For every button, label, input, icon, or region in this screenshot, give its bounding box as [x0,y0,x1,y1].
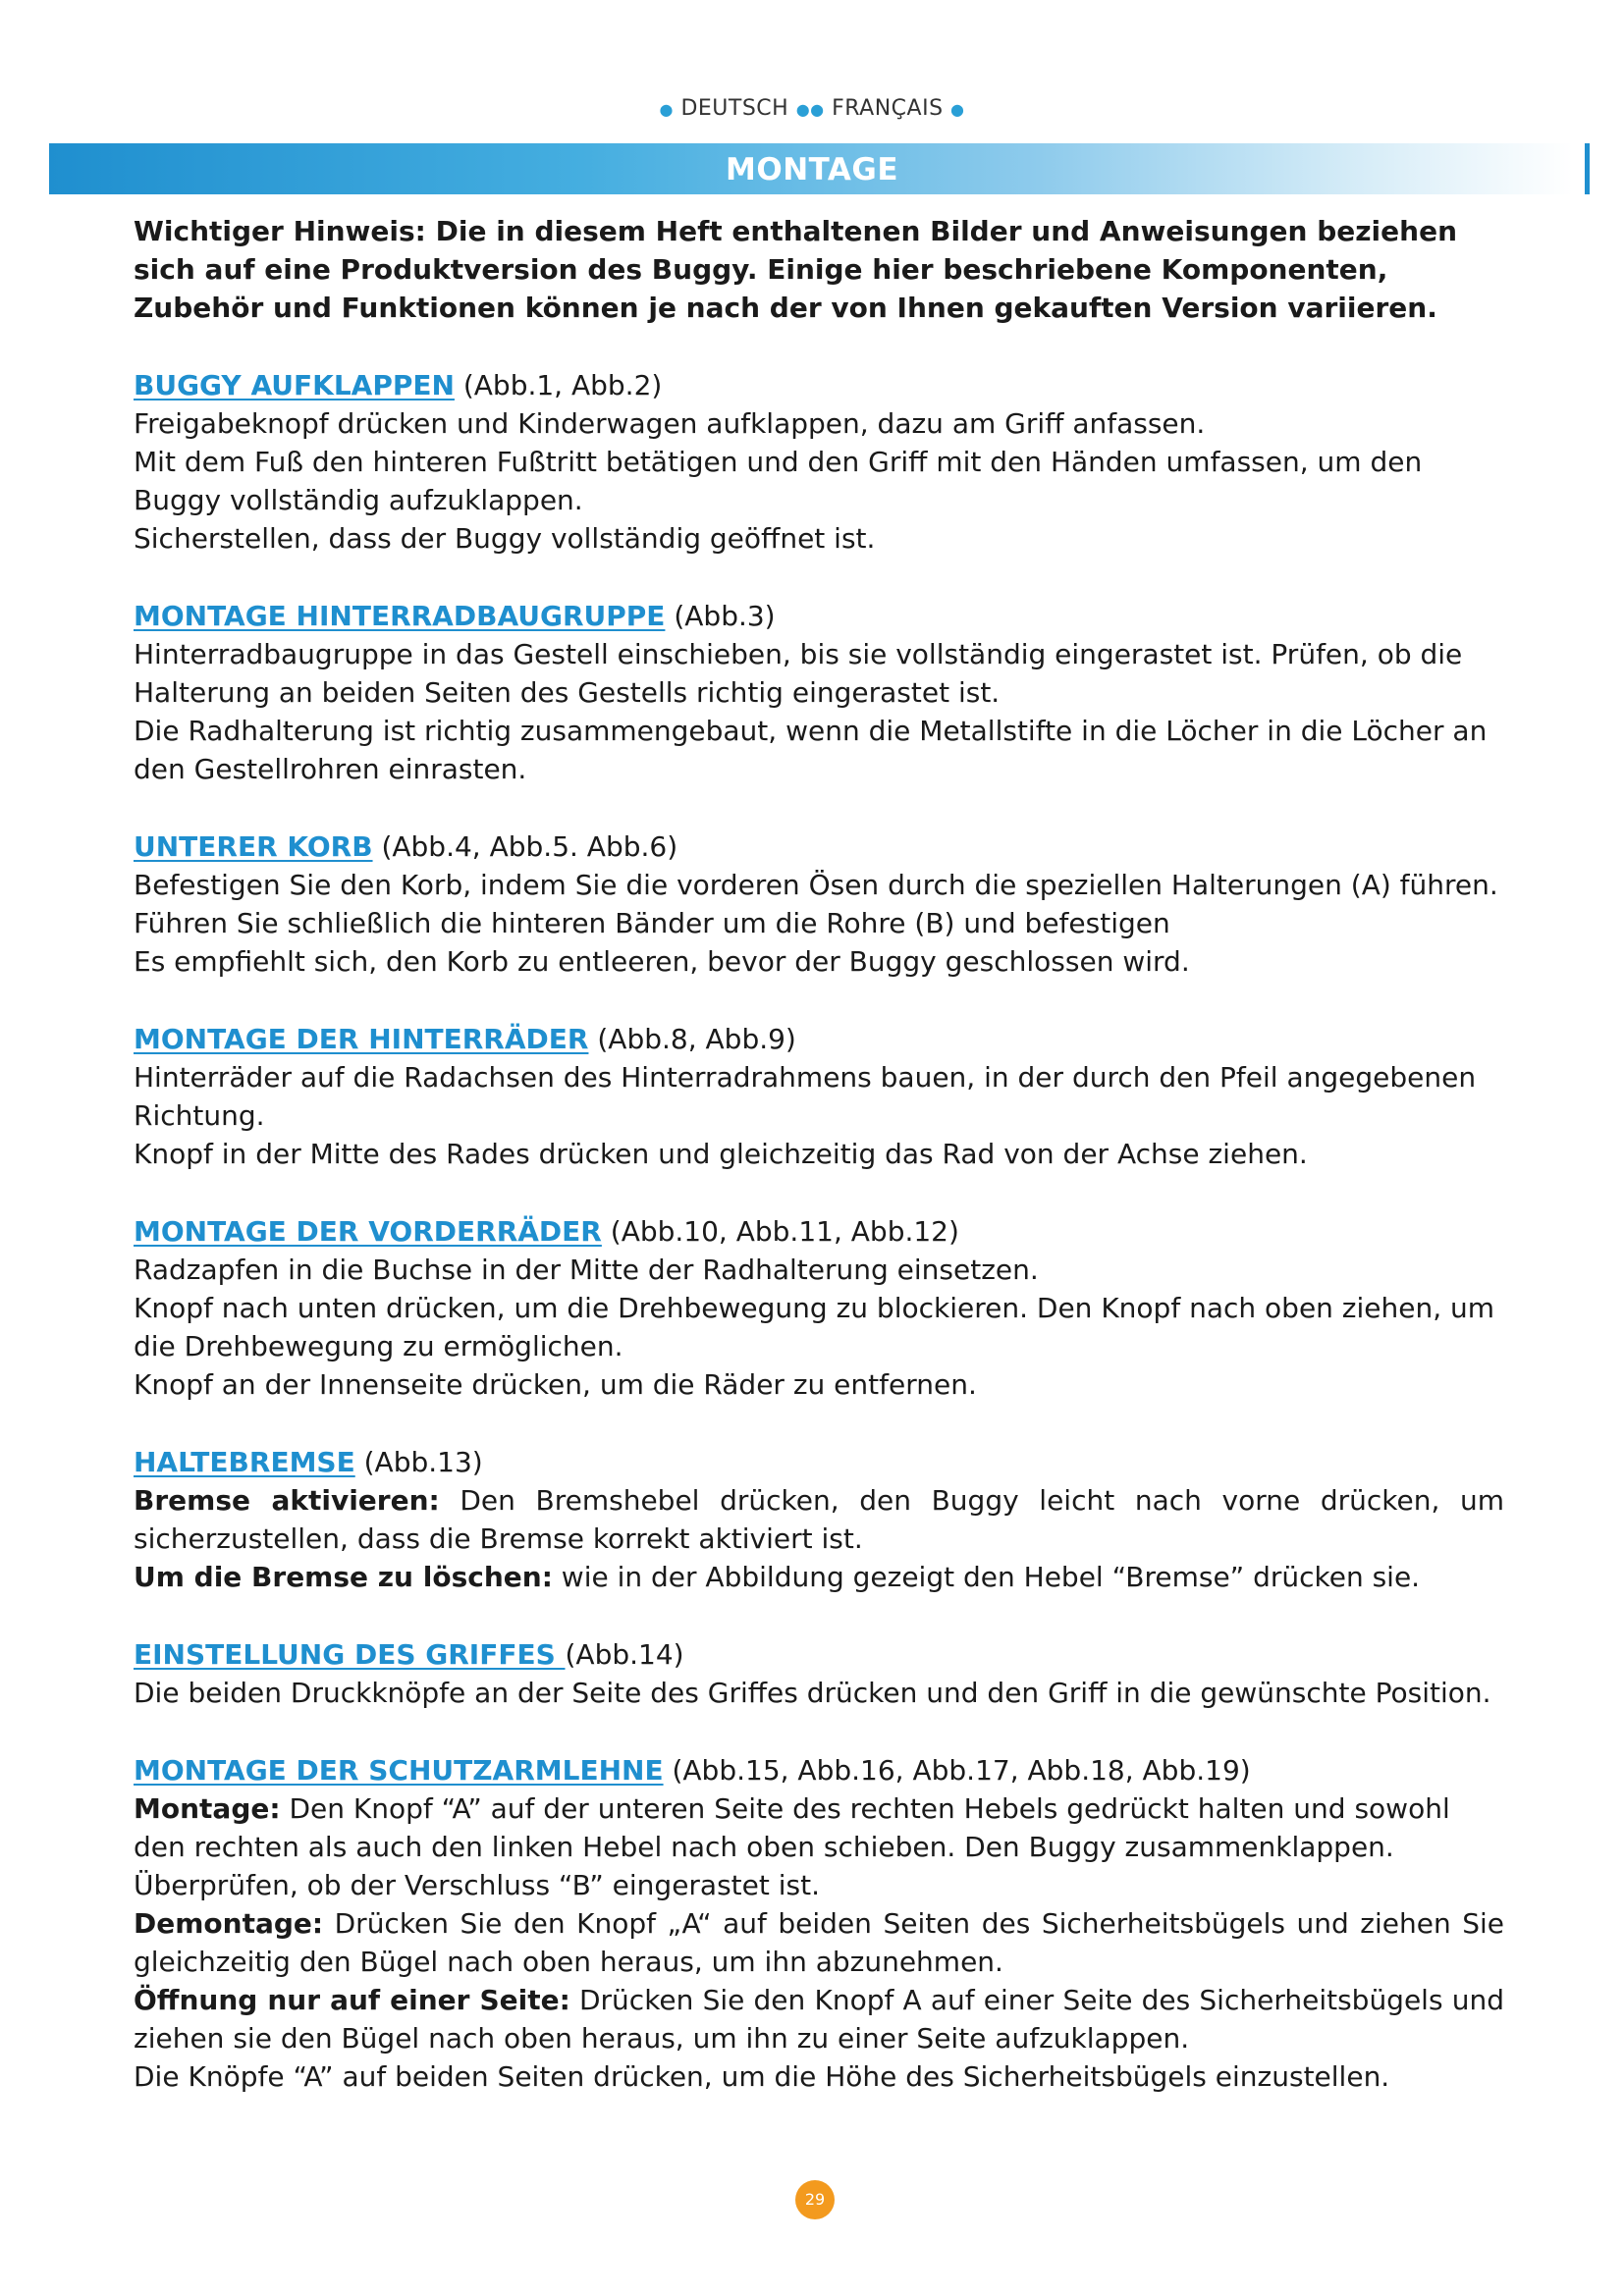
paragraph: Es empfiehlt sich, den Korb zu entleeren, bevor der Buggy geschlossen wird. [134,945,1190,978]
section-hinterraeder [134,1020,1504,1173]
paragraph: Mit dem Fuß den hinteren Fußtritt betätigen und den Griff mit den Händen umfassen, um den Buggy vollständig aufzuklappen. [134,446,1423,516]
section-heading: EINSTELLUNG DES GRIFFES [134,1638,566,1671]
paragraph: Führen Sie schließlich die hinteren Bänder um die Rohre (B) und befestigen [134,907,1170,939]
section-heading: MONTAGE DER HINTERRÄDER [134,1023,589,1055]
bold-label: Um die Bremse zu löschen: [134,1561,553,1593]
section-heading: MONTAGE HINTERRADBAUGRUPPE [134,600,666,632]
paragraph: Um die Bremse zu löschen: wie in der Abbildung gezeigt den Hebel “Bremse” drücken sie. [134,1561,1421,1593]
bold-label: Öffnung nur auf einer Seite: [134,1984,570,2016]
figure-ref: (Abb.10, Abb.11, Abb.12) [601,1215,959,1248]
lang-deutsch: DEUTSCH [680,96,789,121]
document-body [134,212,1504,2135]
paragraph: Überprüfen, ob der Verschluss “B” eingerastet ist. [134,1869,821,1901]
section-heading: HALTEBREMSE [134,1446,355,1478]
paragraph: Befestigen Sie den Korb, indem Sie die vorderen Ösen durch die speziellen Halterungen (A) führen. [134,869,1498,901]
edge-marker [1585,143,1590,194]
section-griff [134,1635,1504,1712]
paragraph: Demontage: Drücken Sie den Knopf „A“ auf beiden Seiten des Sicherheitsbügels und ziehen Sie gleichzeitig den Bügel nach oben heraus, um ihn abzunehmen. [134,1907,1504,1978]
section-hinterradbaugruppe [134,597,1504,788]
section-buggy-aufklappen [134,366,1504,558]
figure-ref: (Abb.1, Abb.2) [454,369,663,401]
paragraph: Die Radhalterung ist richtig zusammengebaut, wenn die Metallstifte in die Löcher in die Löcher an den Gestellrohren einrasten. [134,715,1488,785]
section-vorderraeder [134,1212,1504,1404]
paragraph: Die beiden Druckknöpfe an der Seite des Griffes drücken und den Griff in die gewünschte Position. [134,1677,1491,1709]
paragraph: Hinterräder auf die Radachsen des Hinterradrahmens bauen, in der durch den Pfeil angegebenen Richtung. [134,1061,1477,1132]
figure-ref: (Abb.8, Abb.9) [588,1023,796,1055]
bold-label: Bremse aktivieren: [134,1484,440,1517]
bullet-icon: ● [950,100,965,119]
language-header [0,96,1624,121]
paragraph: Bremse aktivieren: Den Bremshebel drücken, den Buggy leicht nach vorne drücken, um sicherzustellen, dass die Bremse korrekt aktiviert ist. [134,1484,1504,1555]
page-number: 29 [795,2180,835,2219]
section-heading: MONTAGE DER SCHUTZARMLEHNE [134,1754,664,1787]
bullet-icon: ● [659,100,674,119]
section-heading: BUGGY AUFKLAPPEN [134,369,455,401]
paragraph: Sicherstellen, dass der Buggy vollständig geöffnet ist. [134,522,876,555]
lang-francais: FRANÇAIS [832,96,944,121]
section-haltebremse [134,1443,1504,1596]
important-note: Wichtiger Hinweis: Die in diesem Heft enthaltenen Bilder und Anweisungen beziehen sich auf eine Produktversion des Buggy. Einige hier beschriebene Komponenten, Zubehör und Funktionen können je nach der von Ihnen gekauften Version variieren. [134,215,1458,324]
section-heading: MONTAGE DER VORDERRÄDER [134,1215,602,1248]
section-unterer-korb [134,828,1504,981]
bold-label: Demontage: [134,1907,324,1940]
figure-ref: (Abb.13) [354,1446,483,1478]
paragraph: Montage: Den Knopf “A” auf der unteren Seite des rechten Hebels gedrückt halten und sowohl den rechten als auch den linken Hebel nach oben schieben. Den Buggy zusammenklappen. [134,1792,1450,1863]
paragraph: Hinterradbaugruppe in das Gestell einschieben, bis sie vollständig eingerastet ist. Prüfen, ob die Halterung an beiden Seiten des Gestells richtig eingerastet ist. [134,638,1463,709]
paragraph: Knopf an der Innenseite drücken, um die Räder zu entfernen. [134,1368,977,1401]
section-schutzarmlehne [134,1751,1504,2096]
paragraph: Radzapfen in die Buchse in der Mitte der Radhalterung einsetzen. [134,1254,1039,1286]
figure-ref: (Abb.15, Abb.16, Abb.17, Abb.18, Abb.19) [663,1754,1251,1787]
paragraph: Freigabeknopf drücken und Kinderwagen aufklappen, dazu am Griff anfassen. [134,407,1206,440]
paragraph: Knopf nach unten drücken, um die Drehbewegung zu blockieren. Den Knopf nach oben ziehen, um die Drehbewegung zu ermöglichen. [134,1292,1495,1362]
figure-ref: (Abb.14) [565,1638,684,1671]
bullet-icon: ●● [795,100,825,119]
paragraph: Die Knöpfe “A” auf beiden Seiten drücken, um die Höhe des Sicherheitsbügels einzustellen. [134,2060,1390,2093]
page-title: MONTAGE [726,152,898,187]
paragraph: Öffnung nur auf einer Seite: Drücken Sie den Knopf A auf einer Seite des Sicherheitsbügels und ziehen sie den Bügel nach oben heraus, um ihn zu einer Seite aufzuklappen. [134,1984,1505,2055]
figure-ref: (Abb.4, Abb.5. Abb.6) [372,830,678,863]
section-heading: UNTERER KORB [134,830,373,863]
figure-ref: (Abb.3) [665,600,776,632]
bold-label: Montage: [134,1792,281,1825]
paragraph: Knopf in der Mitte des Rades drücken und gleichzeitig das Rad von der Achse ziehen. [134,1138,1308,1170]
